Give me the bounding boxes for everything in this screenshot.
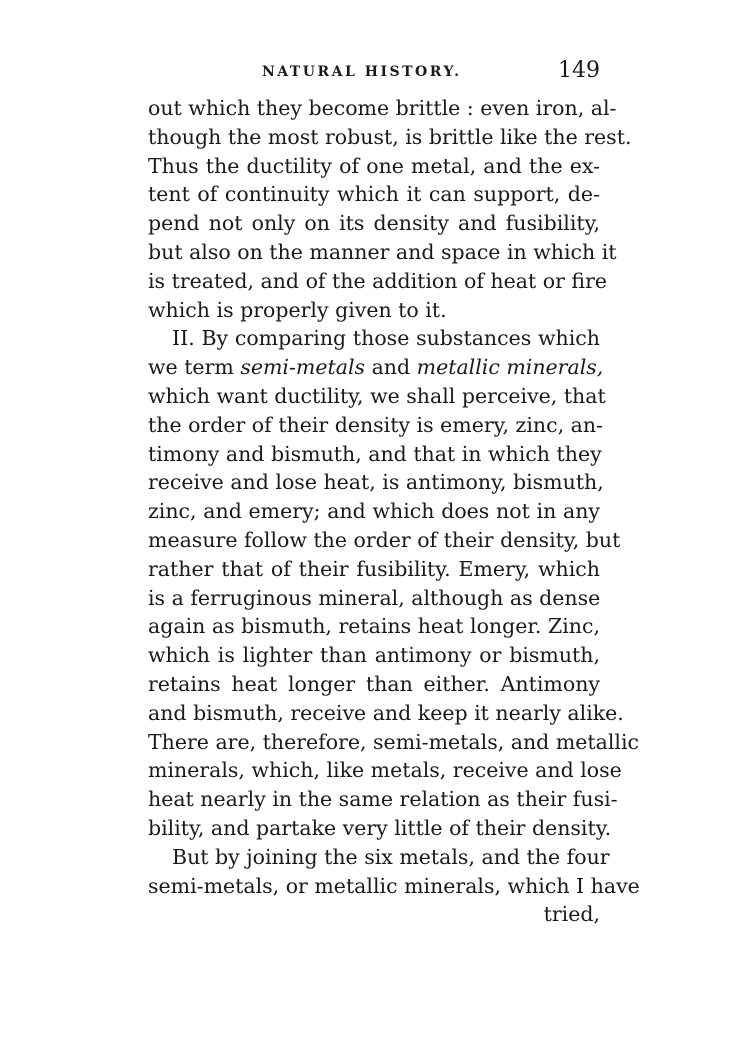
page-number: 149 [558, 58, 600, 83]
italic-term: metallic minerals, [416, 355, 604, 380]
text-line: the order of their density is emery, zinc, an- [148, 412, 603, 437]
text-line: timony and bismuth, and that in which they [148, 441, 602, 466]
text-line: which is lighter than antimony or bismuth, [148, 643, 600, 668]
text-line: Thus the ductility of one metal, and the ex- [148, 153, 600, 178]
text-line: out which they become brittle : even iron, al- [148, 96, 617, 120]
text-line: is a ferruginous mineral, although as dense [148, 585, 601, 610]
text-line: measure follow the order of their density, but [148, 527, 621, 552]
paragraph-start-line: But by joining the six metals, and the four [172, 844, 610, 869]
text-line: tent of continuity which it can support, de- [148, 182, 600, 207]
italic-term: semi-metals [240, 355, 366, 380]
catchword: tried, [543, 902, 600, 927]
text-line: and bismuth, receive and keep it nearly alike. [148, 700, 624, 725]
text-fragment: and [371, 355, 411, 380]
text-line: heat nearly in the same relation as their fusi- [148, 787, 618, 812]
running-head: NATURAL HISTORY. [262, 64, 462, 80]
page-header [148, 58, 600, 88]
text-line: which want ductility, we shall perceive, that [148, 383, 606, 408]
text-line: There are, therefore, semi-metals, and metallic [148, 729, 639, 754]
body-text [148, 94, 640, 929]
text-line: minerals, which, like metals, receive and lose [148, 758, 622, 783]
text-line: rather that of their fusibility. Emery, which [148, 556, 600, 581]
text-line: receive and lose heat, is antimony, bismuth, [148, 470, 604, 495]
text-line: bility, and partake very little of their density. [148, 815, 612, 840]
text-line: is treated, and of the addition of heat or fire [148, 268, 608, 293]
text-line: semi-metals, or metallic minerals, which I have [148, 873, 640, 898]
paragraph-start-line: II. By comparing those substances which [172, 326, 600, 351]
text-line-with-italics [148, 353, 604, 382]
text-line: again as bismuth, retains heat longer. Zinc, [148, 614, 600, 639]
text-fragment: we term [148, 355, 234, 380]
text-line: pend not only on its density and fusibility, [148, 211, 600, 236]
text-line: retains heat longer than either. Antimony [148, 671, 600, 696]
text-line: which is properly given to it. [148, 297, 447, 322]
text-line: but also on the manner and space in which it [148, 239, 617, 264]
text-line: zinc, and emery; and which does not in any [148, 499, 600, 524]
text-line: though the most robust, is brittle like the rest. [148, 124, 632, 149]
